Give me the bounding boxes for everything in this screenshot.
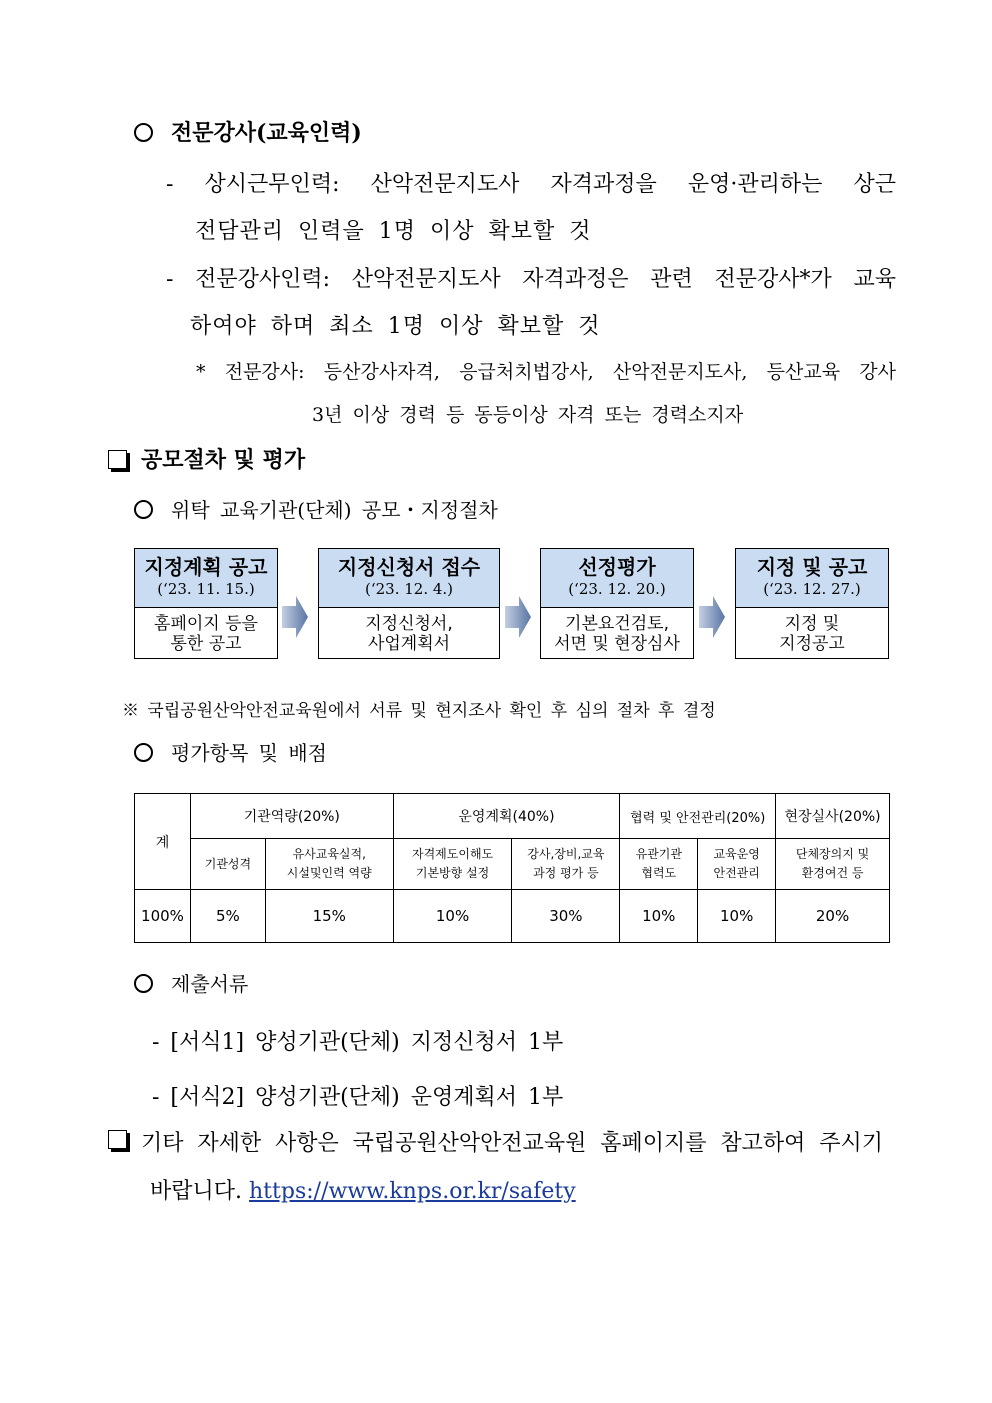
value-cell: 15% — [265, 890, 393, 943]
step-2-date: (‘23. 12. 4.) — [364, 580, 454, 598]
procedure-note: ※ 국립공원산악안전교육원에서 서류 및 현지조사 확인 후 심의 절차 후 결정 — [122, 701, 716, 721]
step-2-title: 지정신청서 접수 — [337, 555, 481, 579]
item-header: 단체장의지 및 환경여건 등 — [776, 839, 890, 890]
step-1-date: (‘23. 11. 15.) — [157, 580, 255, 598]
procedure-subheading: 위탁 교육기관(단체) 공모・지정절차 — [134, 494, 498, 523]
group-header: 현장실사(20%) — [776, 794, 890, 839]
step-4-header — [736, 549, 888, 608]
item-header: 강사,장비,교육 과정 평가 등 — [512, 839, 620, 890]
item-header: 유사교육실적, 시설및인력 역량 — [265, 839, 393, 890]
table-subheader-row — [135, 839, 890, 890]
step-4-desc: 지정 및 지정공고 — [779, 614, 845, 654]
document-item-2: - [서식2] 양성기관(단체) 운영계획서 1부 — [152, 1085, 564, 1110]
evaluation-subheading: 평가항목 및 배점 — [134, 737, 327, 766]
document-item-1: - [서식1] 양성기관(단체) 지정신청서 1부 — [152, 1030, 564, 1055]
item2-line2: 하여야 하며 최소 1명 이상 확보할 것 — [190, 314, 601, 339]
arrow-right-icon — [282, 596, 308, 638]
circle-bullet-icon — [134, 123, 153, 142]
total-header: 계 — [135, 794, 191, 890]
item1-line1: - 상시근무인력: 산악전문지도사 자격과정을 운영·관리하는 상근 — [166, 172, 896, 197]
section3-line2: 바랍니다. https://www.knps.or.kr/safety — [150, 1179, 576, 1204]
section1-heading: 전문강사(교육인력) — [134, 116, 362, 147]
step-4 — [735, 548, 889, 659]
item2-line1: - 전문강사인력: 산악전문지도사 자격과정은 관련 전문강사*가 교육 — [166, 267, 896, 292]
value-cell: 10% — [620, 890, 698, 943]
item-header: 기관성격 — [190, 839, 265, 890]
circle-bullet-icon — [134, 974, 153, 993]
arrow-right-icon — [699, 596, 725, 638]
value-cell: 20% — [776, 890, 890, 943]
step-1 — [134, 548, 278, 659]
item-header: 유관기관 협력도 — [620, 839, 698, 890]
value-cell: 10% — [393, 890, 512, 943]
circle-bullet-icon — [134, 743, 153, 762]
step-2-header — [319, 549, 499, 608]
value-cell: 100% — [135, 890, 191, 943]
table-values-row — [135, 890, 890, 943]
documents-subheading: 제출서류 — [134, 968, 248, 997]
arrow-right-icon — [505, 596, 531, 638]
value-cell: 5% — [190, 890, 265, 943]
square-bullet-icon — [108, 450, 127, 469]
step-3-desc: 기본요건검토, 서면 및 현장심사 — [554, 614, 680, 654]
table-header-row — [135, 794, 890, 839]
item-header: 교육운영 안전관리 — [698, 839, 776, 890]
section3-line1: 기타 자세한 사항은 국립공원산악안전교육원 홈페이지를 참고하여 주시기 — [108, 1126, 896, 1157]
step-1-title: 지정계획 공고 — [144, 555, 268, 579]
step-3-header — [541, 549, 693, 608]
item1-line2: 전담관리 인력을 1명 이상 확보할 것 — [195, 219, 592, 244]
step-1-desc: 홈페이지 등을 통한 공고 — [154, 614, 258, 654]
step-3-date: (‘23. 12. 20.) — [568, 580, 666, 598]
step-1-header — [135, 549, 277, 608]
section2-heading: 공모절차 및 평가 — [108, 443, 305, 474]
value-cell: 10% — [698, 890, 776, 943]
step-4-date: (‘23. 12. 27.) — [763, 580, 861, 598]
step-3 — [540, 548, 694, 659]
note-line1: * 전문강사: 등산강사자격, 응급처치법강사, 산악전문지도사, 등산교육 강사 — [196, 361, 896, 383]
step-3-title: 선정평가 — [578, 555, 656, 579]
value-cell: 30% — [512, 890, 620, 943]
square-bullet-icon — [108, 1130, 127, 1149]
group-header: 기관역량(20%) — [190, 794, 393, 839]
group-header: 운영계획(40%) — [393, 794, 620, 839]
note-line2: 3년 이상 경력 등 동등이상 자격 또는 경력소지자 — [312, 404, 744, 426]
circle-bullet-icon — [134, 500, 153, 519]
step-2-desc: 지정신청서, 사업계획서 — [365, 614, 453, 654]
homepage-link[interactable]: https://www.knps.or.kr/safety — [249, 1179, 576, 1204]
group-header: 협력 및 안전관리(20%) — [620, 794, 776, 839]
item-header: 자격제도이해도 기본방향 설정 — [393, 839, 512, 890]
step-4-title: 지정 및 공고 — [756, 555, 868, 579]
step-2 — [318, 548, 500, 659]
evaluation-table — [134, 793, 890, 943]
